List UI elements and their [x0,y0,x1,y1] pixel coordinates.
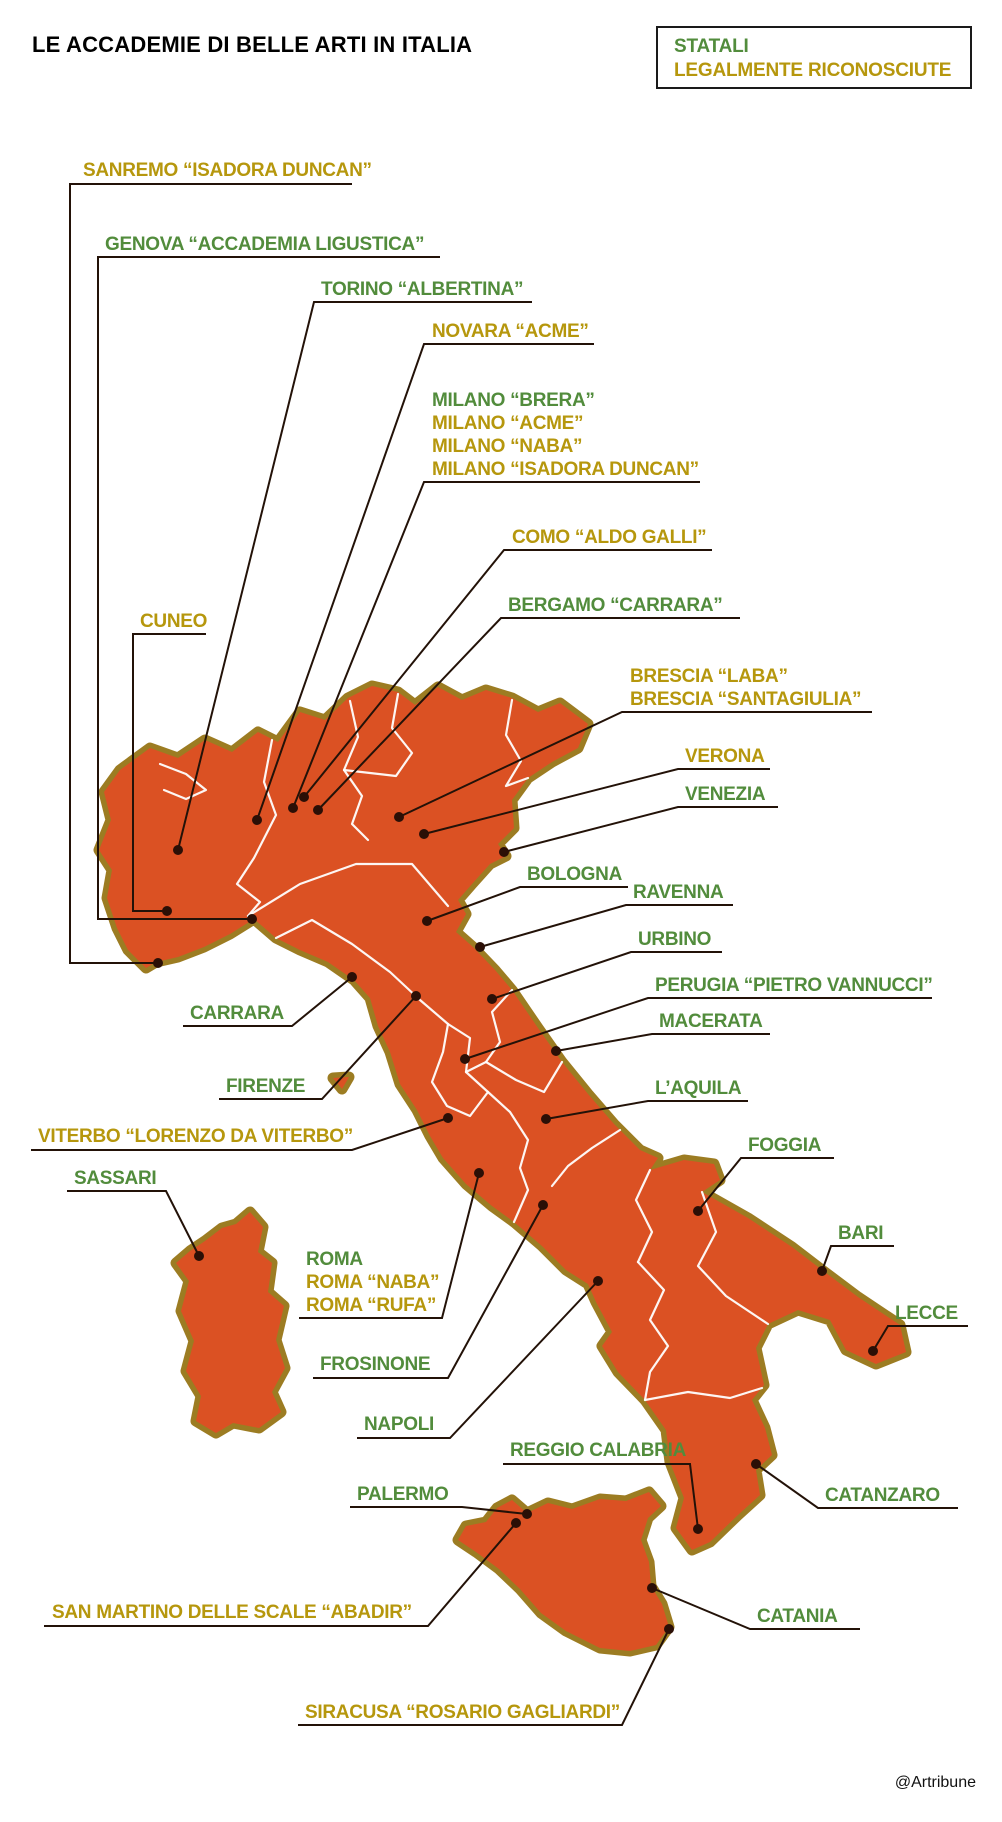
leader-line-venezia [504,807,778,852]
city-dot-viterbo [443,1113,453,1123]
map-label-line: SAN MARTINO DELLE SCALE “ABADIR” [52,1602,412,1623]
city-dot-sassari [194,1251,204,1261]
city-dot-milano [288,803,298,813]
map-label-line: MILANO “NABA” [432,436,583,457]
city-dot-frosinone [538,1200,548,1210]
map-label-line: MACERATA [659,1011,763,1032]
map-label-roma [306,1248,439,1317]
map-label-firenze [226,1075,305,1098]
map-label-line: VENEZIA [685,784,766,805]
city-dot-sanremo [153,958,163,968]
map-label-frosinone [320,1353,430,1376]
map-label-viterbo [38,1125,353,1148]
map-label-urbino [638,928,711,951]
map-label-venezia [685,783,765,806]
map-label-line: BERGAMO “CARRARA” [508,595,723,616]
map-label-san-martino [52,1601,412,1624]
map-label-bologna [527,863,622,886]
map-label-bari [838,1222,883,1245]
map-label-brescia [630,665,861,711]
map-label-perugia [655,974,933,997]
city-dot-perugia [460,1054,470,1064]
map-label-bergamo [508,594,722,617]
map-label-line: MILANO “ACME” [432,413,584,434]
city-dot-macerata [551,1046,561,1056]
city-dot-catanzaro [751,1459,761,1469]
map-label-torino [321,278,523,301]
city-dot-laquila [541,1114,551,1124]
map-label-line: RAVENNA [633,882,724,903]
map-label-line: TORINO “ALBERTINA” [321,279,524,300]
map-label-cuneo [140,610,207,633]
map-label-line: MILANO “ISADORA DUNCAN” [432,459,699,480]
legend-statali: STATALI [674,36,749,57]
map-label-catanzaro [825,1484,940,1507]
city-dot-brescia [394,812,404,822]
map-label-macerata [659,1010,763,1033]
map-label-line: ROMA [306,1249,363,1270]
map-label-line: L’AQUILA [655,1078,742,1099]
map-label-line: SIRACUSA “ROSARIO GAGLIARDI” [305,1702,620,1723]
city-dot-bergamo [313,805,323,815]
map-label-verona [685,745,765,768]
leader-line-macerata [556,1034,770,1051]
city-dot-san-martino [511,1518,521,1528]
map-label-line: BRESCIA “SANTAGIULIA” [630,689,862,710]
map-label-line: ROMA “RUFA” [306,1295,437,1316]
city-dot-novara [252,815,262,825]
city-dot-ravenna [475,942,485,952]
map-label-line: BOLOGNA [527,864,623,885]
city-dot-urbino [487,994,497,1004]
map-label-sanremo [83,159,372,182]
map-label-line: URBINO [638,929,712,950]
map-label-napoli [364,1413,434,1436]
map-label-line: PALERMO [357,1484,449,1505]
map-label-como [512,526,706,549]
map-label-line: NOVARA “ACME” [432,321,589,342]
map-label-palermo [357,1483,449,1506]
map-label-catania [757,1605,838,1628]
map-label-line: FROSINONE [320,1354,431,1375]
map-label-line: LECCE [895,1303,958,1324]
city-dot-firenze [411,991,421,1001]
credit-text: @Artribune [894,1774,976,1791]
map-label-lecce [895,1302,958,1325]
legend-box [656,26,972,89]
map-label-line: SANREMO “ISADORA DUNCAN” [83,160,372,181]
city-dot-lecce [868,1346,878,1356]
leader-line-sassari [67,1191,199,1256]
map-label-line: PERUGIA “PIETRO VANNUCCI” [655,975,933,996]
page-title: LE ACCADEMIE DI BELLE ARTI IN ITALIA [32,32,473,57]
map-label-line: FIRENZE [226,1076,306,1097]
city-dot-venezia [499,847,509,857]
map-label-line: BRESCIA “LABA” [630,666,788,687]
city-dot-reggio-calabria [693,1524,703,1534]
map-label-siracusa [305,1701,620,1724]
map-label-line: VERONA [685,746,765,767]
map-label-line: FOGGIA [748,1135,822,1156]
city-dot-verona [419,829,429,839]
city-dot-carrara [347,972,357,982]
city-dot-genova [247,914,257,924]
map-label-genova [105,233,424,256]
legend-riconosciute: LEGALMENTE RICONOSCIUTE [674,60,952,81]
map-label-line: SASSARI [74,1168,157,1189]
city-dot-catania [647,1583,657,1593]
map-label-reggio-calabria [510,1439,686,1462]
map-label-ravenna [633,881,723,904]
map-label-line: REGGIO CALABRIA [510,1440,687,1461]
city-dot-como [299,792,309,802]
sardinia-shape [176,1212,285,1433]
map-label-line: MILANO “BRERA” [432,390,595,411]
map-label-line: CATANIA [757,1606,838,1627]
map-label-milano [432,389,699,481]
map-label-laquila [655,1077,741,1100]
city-dot-palermo [522,1509,532,1519]
leader-line-bari [822,1246,894,1271]
city-dot-cuneo [162,906,172,916]
map-label-line: NAPOLI [364,1414,434,1435]
city-dot-siracusa [664,1624,674,1634]
map-label-line: ROMA “NABA” [306,1272,440,1293]
city-dot-napoli [593,1276,603,1286]
map-label-novara [432,320,589,343]
city-dot-foggia [693,1206,703,1216]
map-label-line: CARRARA [190,1003,284,1024]
map-label-line: COMO “ALDO GALLI” [512,527,707,548]
city-dot-torino [173,845,183,855]
map-label-line: VITERBO “LORENZO DA VITERBO” [38,1126,353,1147]
map-label-line: GENOVA “ACCADEMIA LIGUSTICA” [105,234,425,255]
map-label-sassari [74,1167,156,1190]
map-label-carrara [190,1002,284,1025]
sicily-shape [458,1492,669,1651]
map-label-line: CUNEO [140,611,208,632]
city-dot-bari [817,1266,827,1276]
map-label-foggia [748,1134,821,1157]
city-dot-bologna [422,916,432,926]
map-label-line: BARI [838,1223,884,1244]
city-dot-roma [474,1168,484,1178]
map-label-line: CATANZARO [825,1485,940,1506]
